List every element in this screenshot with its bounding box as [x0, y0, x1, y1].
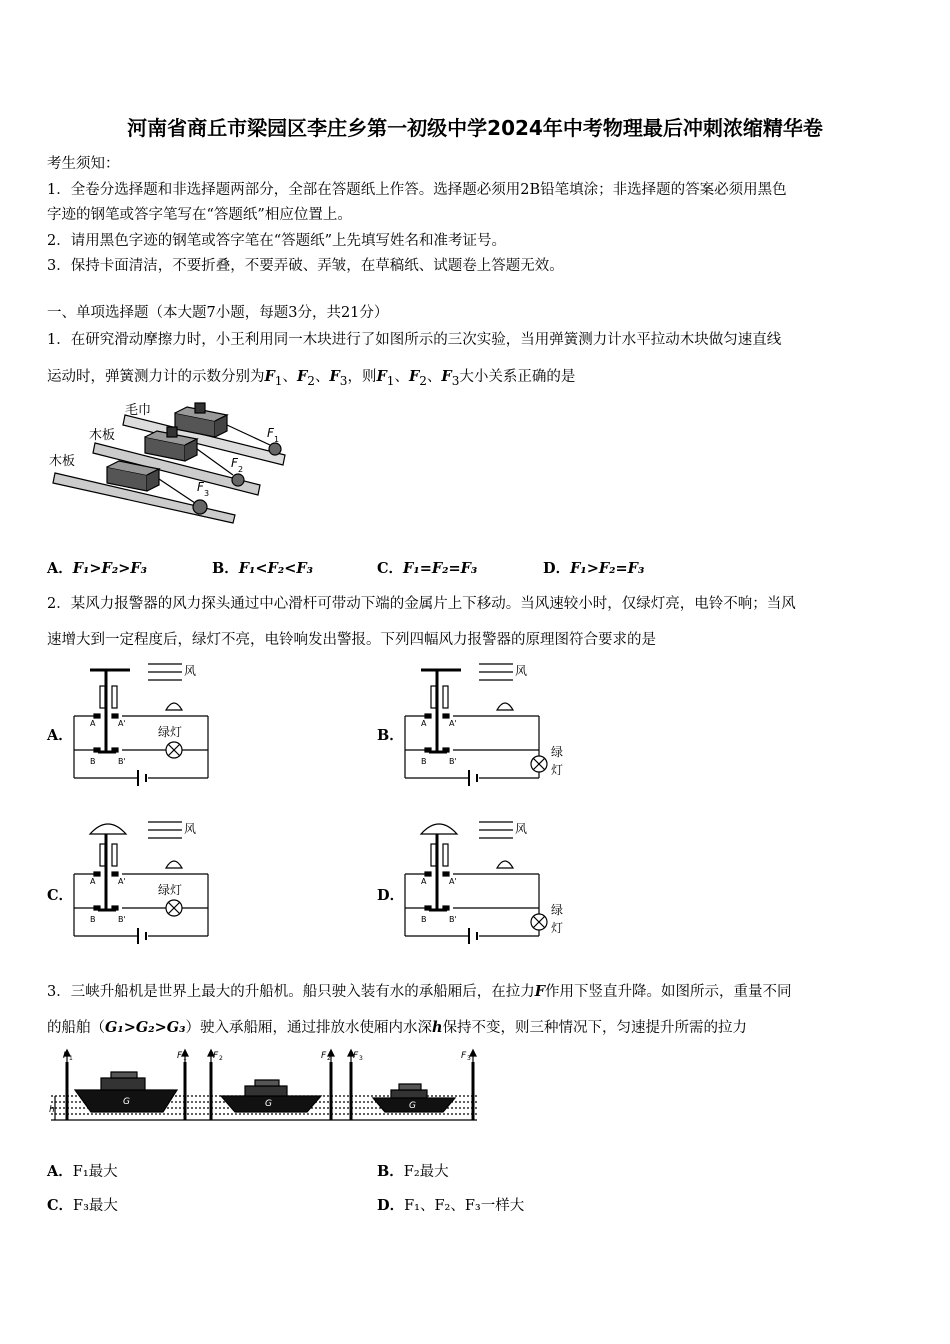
- svg-text:B: B: [90, 915, 96, 924]
- svg-text:绿: 绿: [551, 745, 564, 759]
- svg-text:B': B': [118, 915, 126, 924]
- svg-text:2: 2: [238, 465, 244, 474]
- svg-text:1: 1: [274, 435, 280, 444]
- notice-item-1: 1．全卷分选择题和非选择题两部分，全部在答题纸上作答。选择题必须用2B铅笔填涂；非选择题的答案必须用黑色: [47, 182, 787, 198]
- q2-option-b[interactable]: B．: [377, 727, 404, 744]
- svg-text:G: G: [123, 1097, 130, 1107]
- svg-text:风: 风: [515, 822, 528, 836]
- q1-friction-figure: [45, 395, 295, 525]
- q1-option-d[interactable]: D．F₁>F₂=F₃: [543, 560, 645, 577]
- svg-text:2: 2: [327, 1055, 331, 1062]
- q3-option-b[interactable]: B．F₂最大: [377, 1163, 449, 1180]
- q2-circuit-a: [72, 660, 212, 790]
- lamp-label: 绿灯: [158, 725, 183, 739]
- svg-text:h: h: [49, 1105, 55, 1115]
- svg-text:风: 风: [515, 664, 528, 678]
- svg-text:B: B: [90, 757, 96, 766]
- svg-text:B': B': [118, 757, 126, 766]
- svg-text:A: A: [421, 877, 427, 886]
- svg-text:风: 风: [184, 822, 197, 836]
- svg-text:F: F: [353, 1051, 359, 1061]
- svg-text:灯: 灯: [551, 763, 564, 777]
- section-heading: 一、单项选择题（本大题7小题，每题3分，共21分）: [47, 305, 389, 321]
- q1-line2: 运动时，弹簧测力计的示数分别为$F_1$、$F_2$、$F_3$，则$F_1$、$F_2$、$F_3$大小关系正确的是: [47, 368, 576, 388]
- svg-text:绿: 绿: [551, 903, 564, 917]
- svg-text:B': B': [449, 915, 457, 924]
- svg-text:A: A: [421, 719, 427, 728]
- svg-text:B: B: [421, 915, 427, 924]
- svg-text:A': A': [118, 877, 126, 886]
- f1-label: F: [267, 426, 274, 440]
- q1-option-a[interactable]: A．F₁>F₂>F₃: [47, 560, 148, 577]
- q1-option-b[interactable]: B．F₁<F₂<F₃: [212, 560, 314, 577]
- svg-text:F: F: [321, 1051, 327, 1061]
- svg-text:灯: 灯: [551, 921, 564, 935]
- f2-label: F: [231, 456, 238, 470]
- q2-option-d[interactable]: D．: [377, 887, 405, 904]
- svg-text:B: B: [421, 757, 427, 766]
- q3-option-c[interactable]: C．F₃最大: [47, 1197, 118, 1214]
- svg-text:F: F: [213, 1051, 219, 1061]
- q3-line1: 3．三峡升船机是世界上最大的升船机。船只驶入装有水的承船厢后，在拉力F作用下竖直升降。如图所示，重量不同: [47, 983, 792, 1000]
- svg-text:1: 1: [183, 1055, 187, 1062]
- svg-text:3: 3: [204, 489, 210, 498]
- svg-text:A': A': [449, 877, 457, 886]
- q2-circuit-c: [72, 818, 212, 948]
- q3-shiplift-figure: [45, 1048, 480, 1126]
- q2-option-a[interactable]: A．: [47, 727, 73, 744]
- svg-text:B': B': [449, 757, 457, 766]
- board-label-1: 木板: [89, 428, 116, 443]
- q2-option-c[interactable]: C．: [47, 887, 74, 904]
- q1-line1: 1．在研究滑动摩擦力时，小王利用同一木块进行了如图所示的三次实验，当用弹簧测力计水平拉动木块做匀速直线: [47, 332, 782, 348]
- q2-line2: 速增大到一定程度后，绿灯不亮，电铃响发出警报。下列四幅风力报警器的原理图符合要求的是: [47, 632, 656, 648]
- svg-text:G: G: [409, 1101, 416, 1111]
- svg-text:2: 2: [219, 1055, 223, 1062]
- svg-text:1: 1: [69, 1055, 73, 1062]
- svg-text:G: G: [265, 1099, 272, 1109]
- svg-text:A': A': [449, 719, 457, 728]
- svg-text:绿灯: 绿灯: [158, 883, 183, 897]
- q1-option-c[interactable]: C．F₁=F₂=F₃: [377, 560, 478, 577]
- f3-label: F: [197, 480, 204, 494]
- svg-text:A: A: [90, 877, 96, 886]
- q3-line2: 的船舶（G₁>G₂>G₃）驶入承船厢，通过排放水使厢内水深h保持不变，则三种情况下，匀速提升所需的拉力: [47, 1019, 748, 1036]
- notice-item-1b: 字迹的钢笔或答字笔写在“答题纸”相应位置上。: [47, 207, 352, 223]
- page-title: 河南省商丘市梁园区李庄乡第一初级中学2024年中考物理最后冲刺浓缩精华卷: [127, 116, 823, 140]
- svg-text:F: F: [461, 1051, 467, 1061]
- wind-label: 风: [184, 664, 197, 678]
- svg-text:A': A': [118, 719, 126, 728]
- towel-label: 毛巾: [125, 403, 152, 418]
- svg-text:3: 3: [359, 1055, 363, 1062]
- q2-circuit-d: [403, 818, 568, 948]
- q3-option-d[interactable]: D．F₁、F₂、F₃一样大: [377, 1197, 525, 1214]
- q2-line1: 2．某风力报警器的风力探头通过中心滑杆可带动下端的金属片上下移动。当风速较小时，仅绿灯亮，电铃不响；当风: [47, 596, 796, 612]
- svg-text:A: A: [90, 719, 96, 728]
- notice-item-2: 2．请用黑色字迹的钢笔或答字笔在“答题纸”上先填写姓名和准考证号。: [47, 233, 507, 249]
- q2-circuit-b: [403, 660, 568, 790]
- notice-heading: 考生须知：: [47, 156, 120, 172]
- svg-text:F: F: [177, 1051, 183, 1061]
- board-label-2: 木板: [49, 454, 76, 469]
- svg-text:F: F: [63, 1051, 69, 1061]
- svg-text:3: 3: [467, 1055, 471, 1062]
- notice-item-3: 3．保持卡面清洁，不要折叠，不要弄破、弄皱，在草稿纸、试题卷上答题无效。: [47, 258, 564, 274]
- q3-option-a[interactable]: A．F₁最大: [47, 1163, 118, 1180]
